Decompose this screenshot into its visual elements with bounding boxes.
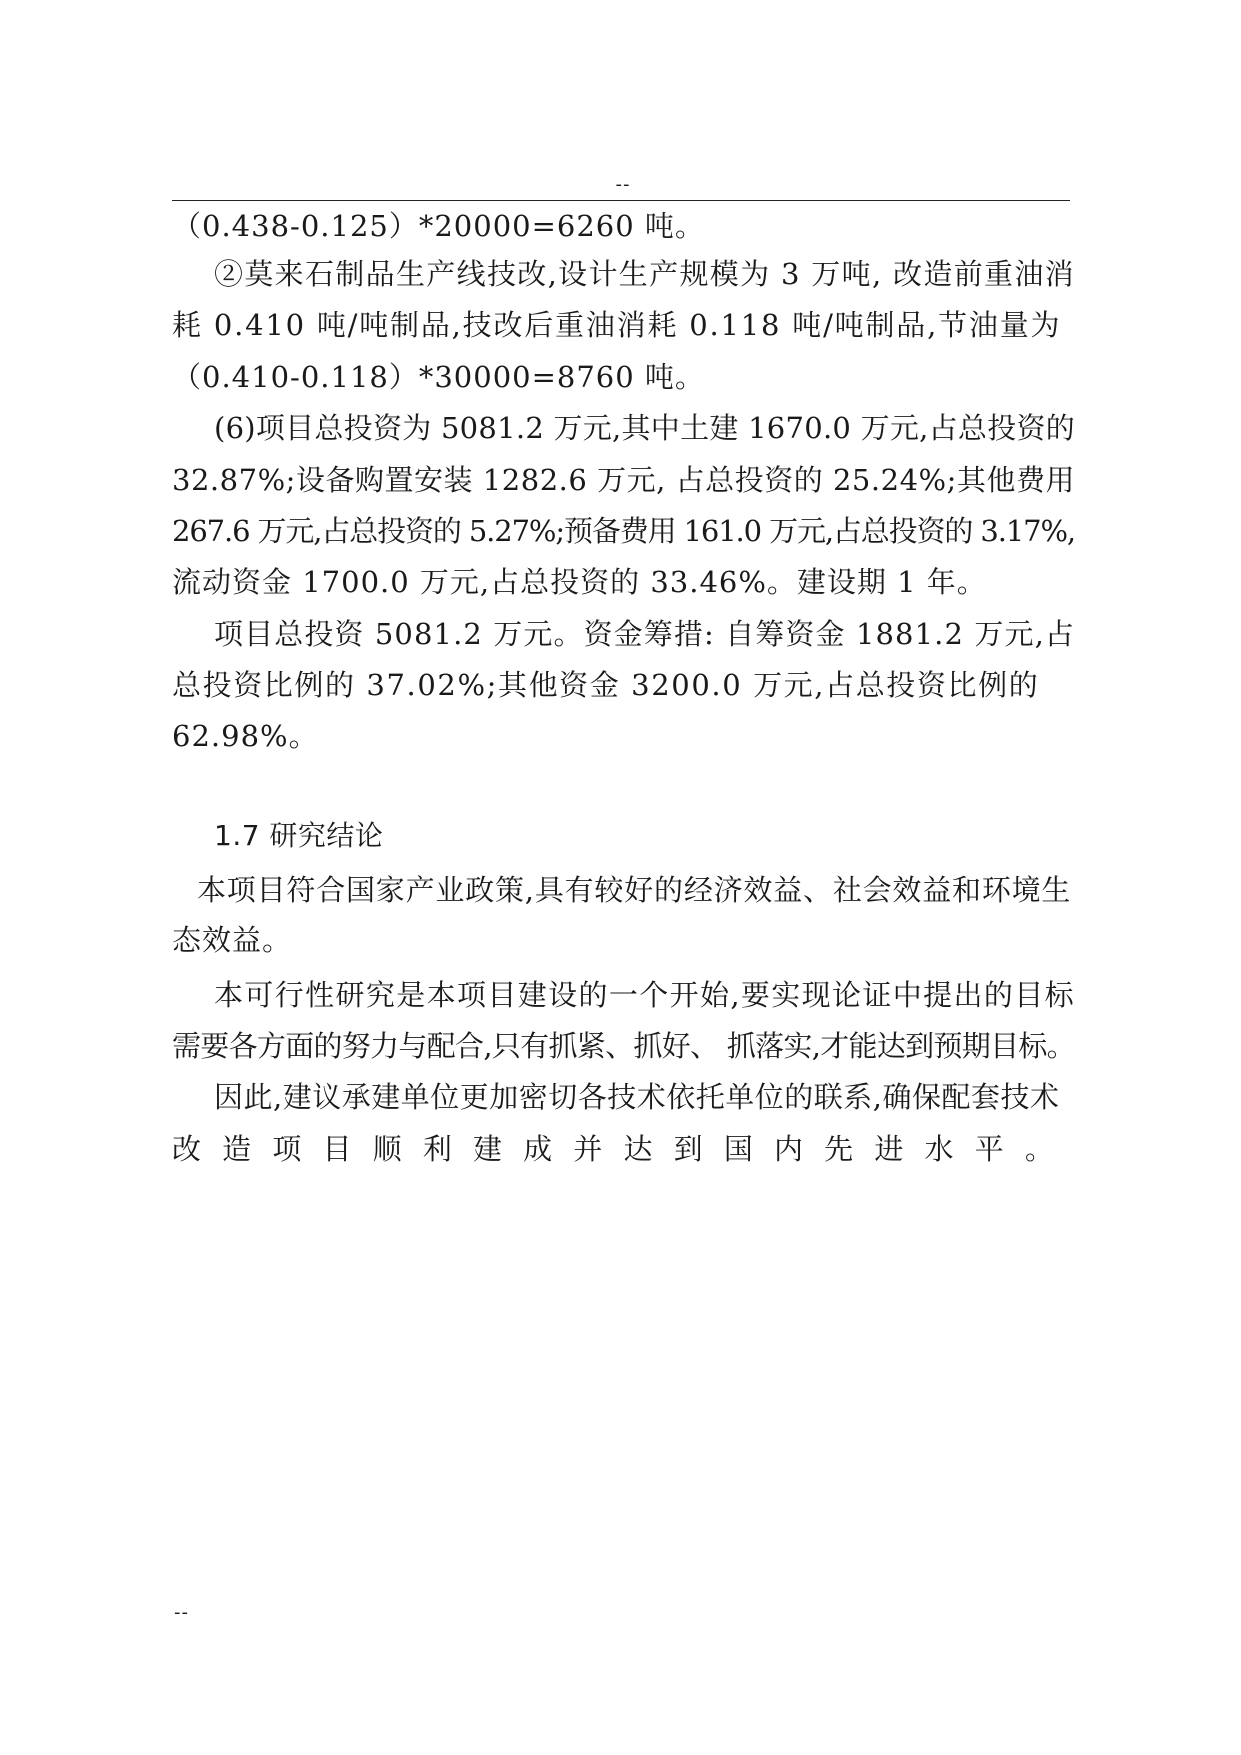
paragraph-line: 32.87%;设备购置安装 1282.6 万元, 占总投资的 25.24%;其他费用 — [172, 463, 1075, 497]
paragraph-line: （0.410-0.118）*30000=8760 吨。 — [172, 360, 705, 394]
paragraph-line: 需要各方面的努力与配合,只有抓紧、抓好、 抓落实,才能达到预期目标。 — [172, 1029, 1075, 1063]
paragraph-line: (6)项目总投资为 5081.2 万元,其中土建 1670.0 万元,占总投资的 — [214, 411, 1075, 445]
paragraph-line: 耗 0.410 吨/吨制品,技改后重油消耗 0.118 吨/吨制品,节油量为 — [172, 308, 1062, 342]
page-header-mark: -- — [615, 174, 631, 195]
paragraph-line: 62.98%。 — [172, 719, 319, 753]
paragraph-line: 流动资金 1700.0 万元,占总投资的 33.46%。建设期 1 年。 — [172, 565, 987, 599]
paragraph-line: 项目总投资 5081.2 万元。资金筹措: 自筹资金 1881.2 万元,占 — [214, 617, 1075, 651]
paragraph-line: 总投资比例的 37.02%;其他资金 3200.0 万元,占总投资比例的 — [172, 668, 1040, 702]
paragraph-line: ②莫来石制品生产线技改,设计生产规模为 3 万吨, 改造前重油消 — [214, 257, 1075, 291]
paragraph-line: 本可行性研究是本项目建设的一个开始,要实现论证中提出的目标 — [214, 978, 1075, 1012]
paragraph-line: （0.438-0.125）*20000=6260 吨。 — [172, 209, 705, 243]
paragraph-line: 改造项目顺利建成并达到国内先进水平。 — [172, 1132, 1075, 1166]
paragraph-line: 267.6 万元,占总投资的 5.27%;预备费用 161.0 万元,占总投资的 3.17%, — [172, 514, 1075, 548]
paragraph-line: 本项目符合国家产业政策,具有较好的经济效益、社会效益和环境生 — [197, 873, 1072, 907]
header-divider — [172, 200, 1070, 201]
page-footer-mark: -- — [174, 1602, 189, 1623]
paragraph-line: 因此,建议承建单位更加密切各技术依托单位的联系,确保配套技术 — [214, 1080, 1060, 1114]
paragraph-line: 态效益。 — [172, 923, 293, 957]
section-heading: 1.7 研究结论 — [214, 819, 384, 852]
